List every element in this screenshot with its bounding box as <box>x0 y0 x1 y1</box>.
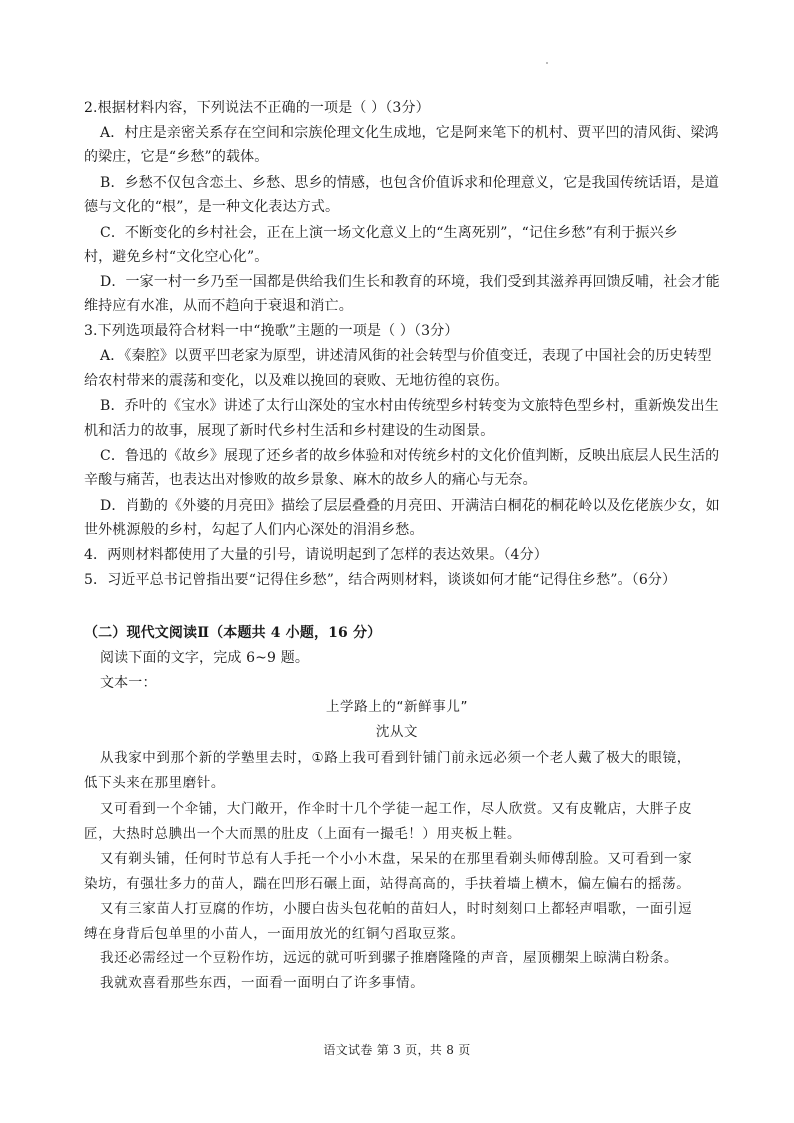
q5-question: 5．习近平总书记曾指出要“记得住乡愁”，结合两则材料，谈谈如何才能“记得住乡愁”。（6分） <box>84 572 677 588</box>
q2-option-b-cont: 德与文化的“根”，是一种文化表达方式。 <box>84 199 340 215</box>
reading-instruction: 阅读下面的文字，完成 6~9 题。 <box>100 650 309 666</box>
q2-option-d-cont: 维持应有水准，从而不趋向于衰退和消亡。 <box>84 298 353 314</box>
story-paragraph-1: 从我家中到那个新的学塾里去时，①路上我可看到针铺门前永远必须一个老人戴了极大的眼镜， <box>100 750 691 766</box>
q3-stem: 3.下列选项最符合材料一中“挽歌”主题的一项是（ ）（3分） <box>84 323 459 339</box>
q3-option-c-cont: 辛酸与痛苦，也表达出对惨败的故乡景象、麻木的故乡人的痛心与无奈。 <box>84 472 537 488</box>
story-title: 上学路上的“新鲜事儿” <box>325 699 469 715</box>
q3-option-d: D．肖勤的《外婆的月亮田》描绘了层层叠叠的月亮田、开满洁白桐花的桐花岭以及仡佬族少女，如 <box>100 498 720 514</box>
story-paragraph-3: 又有剃头铺，任何时节总有人手托一个小小木盘，呆呆的在那里看剃头师傅刮脸。又可看到一家 <box>100 851 693 867</box>
q3-option-b: B．乔叶的《宝水》讲述了太行山深处的宝水村由传统型乡村转变为文旅特色型乡村，重新焕发出生 <box>100 398 719 414</box>
scan-dot <box>546 62 548 64</box>
q3-option-b-cont: 机和活力的故事，展现了新时代乡村生活和乡村建设的生动图景。 <box>84 423 495 439</box>
q4-question: 4．两则材料都使用了大量的引号，请说明起到了怎样的表达效果。（4分） <box>84 547 548 563</box>
story-paragraph-2-cont: 匠，大热时总腆出一个大而黑的肚皮（上面有一撮毛！）用夹板上鞋。 <box>84 826 522 842</box>
q3-option-c: C．鲁迅的《故乡》展现了还乡者的故乡体验和对传统乡村的文化价值判断，反映出底层人民生活的 <box>100 448 720 464</box>
page-footer: 语文试卷 第 3 页，共 8 页 <box>323 1043 471 1057</box>
q2-option-a: A．村庄是亲密关系存在空间和宗族伦理文化生成地，它是阿来笔下的机村、贾平凹的清风街、梁鸿 <box>100 125 719 141</box>
story-paragraph-4: 又有三家苗人打豆腐的作坊，小腰白齿头包花帕的苗妇人，时时刻刻口上都轻声唱歌，一面引逗 <box>100 901 693 917</box>
story-paragraph-3-cont: 染坊，有强壮多力的苗人，踹在凹形石碾上面，站得高高的，手扶着墙上横木，偏左偏右的摇荡。 <box>84 876 691 892</box>
q2-option-b: B．乡愁不仅包含恋土、乡愁、思乡的情感，也包含价值诉求和伦理意义，它是我国传统话语，是道 <box>100 175 719 191</box>
q2-option-a-cont: 的梁庄，它是“乡愁”的载体。 <box>84 149 269 165</box>
story-paragraph-5: 我还必需经过一个豆粉作坊，远远的就可听到骡子推磨隆隆的声音，屋顶棚架上晾满白粉条。 <box>100 950 679 966</box>
story-paragraph-2: 又可看到一个伞铺，大门敞开，作伞时十几个学徒一起工作，尽人欣赏。又有皮靴店，大胖子皮 <box>100 801 693 817</box>
section-heading: （二）现代文阅读Ⅱ（本题共 4 小题，16 分） <box>84 625 382 641</box>
q2-stem: 2.根据材料内容，下列说法不正确的一项是（ ）（3分） <box>84 100 430 116</box>
story-paragraph-4-cont: 缚在身背后包单里的小苗人，一面用放光的红铜勺舀取豆浆。 <box>84 926 465 942</box>
q2-option-c-cont: 村，避免乡村“文化空心化”。 <box>84 249 269 265</box>
q3-option-a-cont: 给农村带来的震荡和变化，以及难以挽回的衰败、无地彷徨的哀伤。 <box>84 373 509 389</box>
text-one-label: 文本一： <box>100 675 157 691</box>
q3-option-d-cont: 世外桃源般的乡村，勾起了人们内心深处的涓涓乡愁。 <box>84 522 424 538</box>
q2-option-d: D．一家一村一乡乃至一国都是供给我们生长和教育的环境，我们受到其滋养再回馈反哺，社会才能 <box>100 274 720 290</box>
q3-option-a: A．《秦腔》以贾平凹老家为原型，讲述清风街的社会转型与价值变迁，表现了中国社会的历史转型 <box>100 348 712 364</box>
q2-option-c: C．不断变化的乡村社会，正在上演一场文化意义上的“生离死别”，“记住乡愁”有利于振兴乡 <box>100 225 678 241</box>
story-paragraph-1-cont: 低下头来在那里磨针。 <box>84 775 225 791</box>
story-author: 沈从文 <box>375 724 419 740</box>
story-paragraph-6: 我就欢喜看那些东西，一面看一面明白了许多事情。 <box>100 975 425 991</box>
